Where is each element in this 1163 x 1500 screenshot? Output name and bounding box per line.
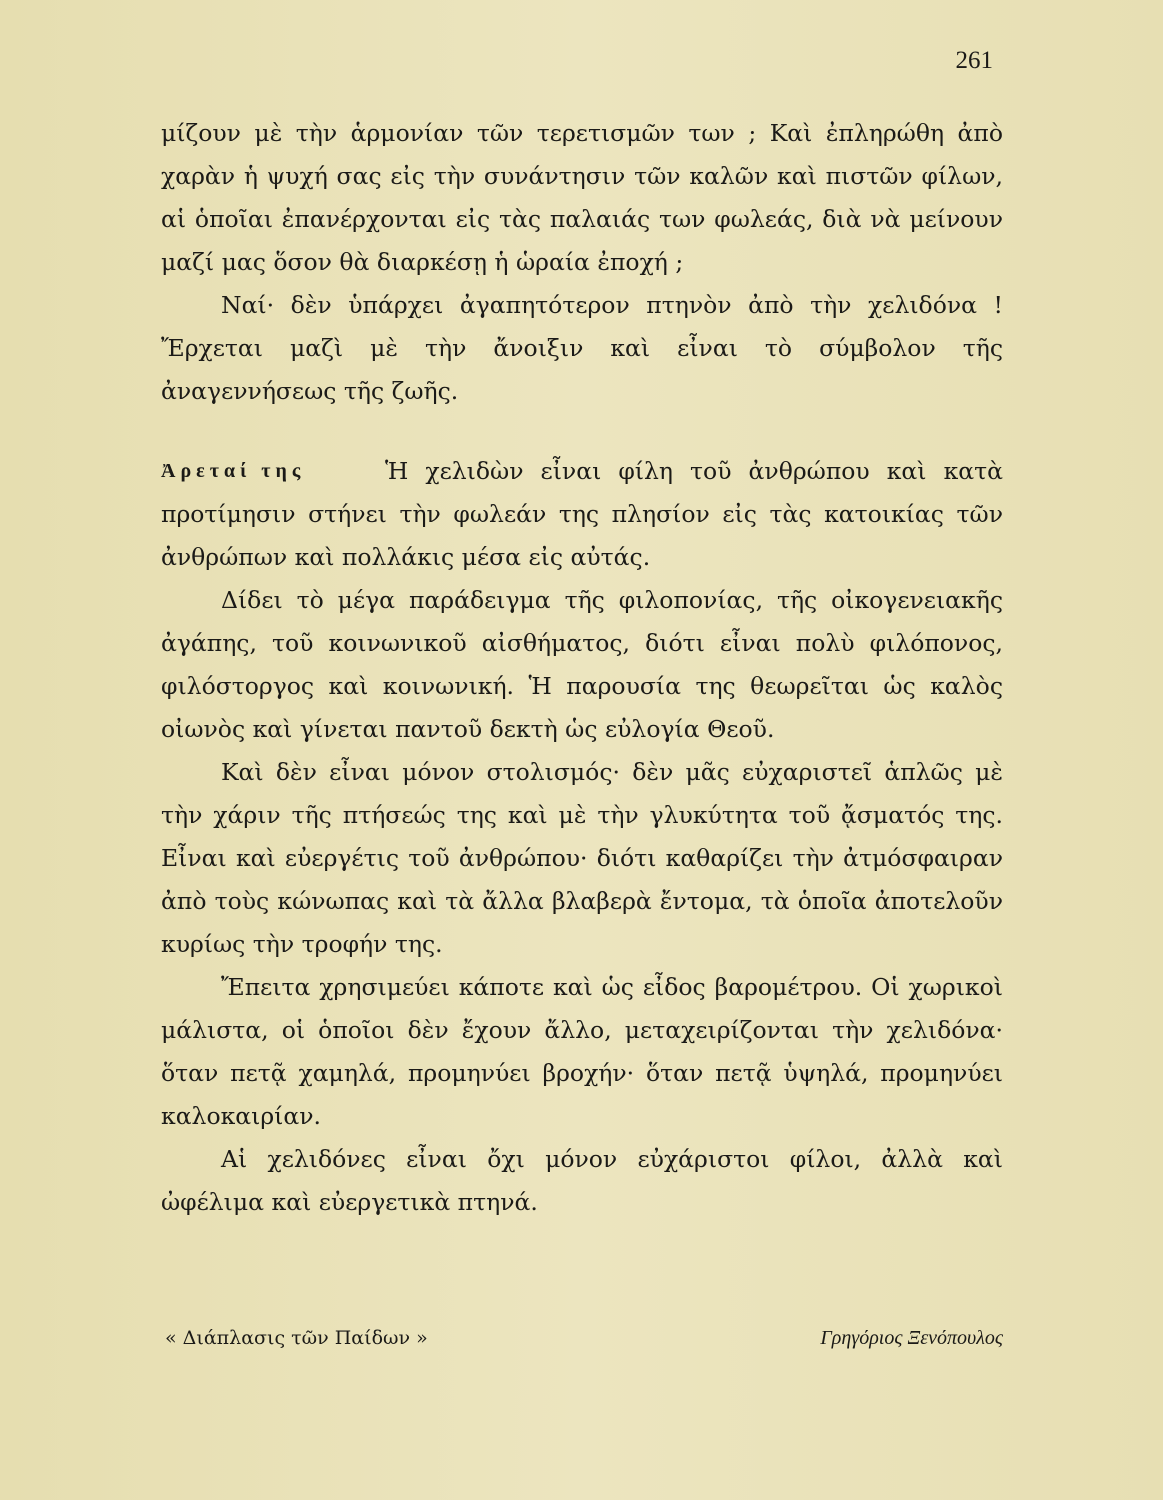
- paragraph: Ἔπειτα χρησιμεύει κάποτε καὶ ὡς εἶδος βαρομέτρου. Οἱ χωρικοὶ μάλιστα, οἱ ὁποῖοι δὲν ἔχουν ἄλλο, μεταχειρίζονται τὴν χελιδόνα· ὅταν πετᾷ χαμηλά, προμηνύει βροχήν· ὅταν πετᾷ ὑψηλά, προμηνύει καλοκαιρίαν.: [161, 973, 1003, 1130]
- body-text: [161, 112, 1003, 1224]
- paragraph: Αἱ χελιδόνες εἶναι ὄχι μόνον εὐχάριστοι φίλοι, ἀλλὰ καὶ ὠφέλιμα καὶ εὐεργετικὰ πτηνά.: [161, 1145, 1003, 1216]
- paragraph: μίζουν μὲ τὴν ἁρμονίαν τῶν τερετισμῶν των ; Καὶ ἐπληρώθη ἀπὸ χαρὰν ἡ ψυχή σας εἰς τὴν συνάντησιν τῶν καλῶν καὶ πιστῶν φίλων, αἱ ὁποῖαι ἐπανέρχονται εἰς τὰς παλαιάς των φωλεάς, διὰ νὰ μείνουν μαζί μας ὅσον θὰ διαρκέσῃ ἡ ὡραία ἐποχή ;: [161, 119, 1003, 276]
- paragraph: Ἡ χελιδὼν εἶναι φίλη τοῦ ἀνθρώπου καὶ κατὰ προτίμησιν στήνει τὴν φωλεάν της πλησίον εἰς τὰς κατοικίας τῶν ἀνθρώπων καὶ πολλάκις μέσα εἰς αὐτάς.: [161, 457, 1003, 571]
- paragraph: Ναί· δὲν ὑπάρχει ἀγαπητότερον πτηνὸν ἀπὸ τὴν χελιδόνα ! Ἔρχεται μαζὶ μὲ τὴν ἄνοιξιν καὶ εἶναι τὸ σύμβολον τῆς ἀναγεννήσεως τῆς ζωῆς.: [161, 291, 1003, 405]
- section-heading: Ἀρεταί της: [161, 460, 306, 482]
- page-number: 261: [955, 47, 993, 74]
- paragraph: Δίδει τὸ μέγα παράδειγμα τῆς φιλοπονίας, τῆς οἰκογενειακῆς ἀγάπης, τοῦ κοινωνικοῦ αἰσθήματος, διότι εἶναι πολὺ φιλόπονος, φιλόστοργος καὶ κοινωνική. Ἡ παρουσία της θεωρεῖται ὡς καλὸς οἰωνὸς καὶ γίνεται παντοῦ δεκτὴ ὡς εὐλογία Θεοῦ.: [161, 586, 1003, 743]
- author-name: Γρηγόριος Ξενόπουλος: [820, 1327, 1003, 1349]
- section-virtues: [161, 450, 1003, 1224]
- paragraph: Καὶ δὲν εἶναι μόνον στολισμός· δὲν μᾶς εὐχαριστεῖ ἁπλῶς μὲ τὴν χάριν τῆς πτήσεώς της καὶ μὲ τὴν γλυκύτητα τοῦ ᾄσματός της. Εἶναι καὶ εὐεργέτις τοῦ ἀνθρώπου· διότι καθαρίζει τὴν ἀτμόσφαιραν ἀπὸ τοὺς κώνωπας καὶ τὰ ἄλλα βλαβερὰ ἔντομα, τὰ ὁποῖα ἀποτελοῦν κυρίως τὴν τροφήν της.: [161, 758, 1003, 958]
- source-citation: « Διάπλασις τῶν Παίδων »: [165, 1327, 428, 1349]
